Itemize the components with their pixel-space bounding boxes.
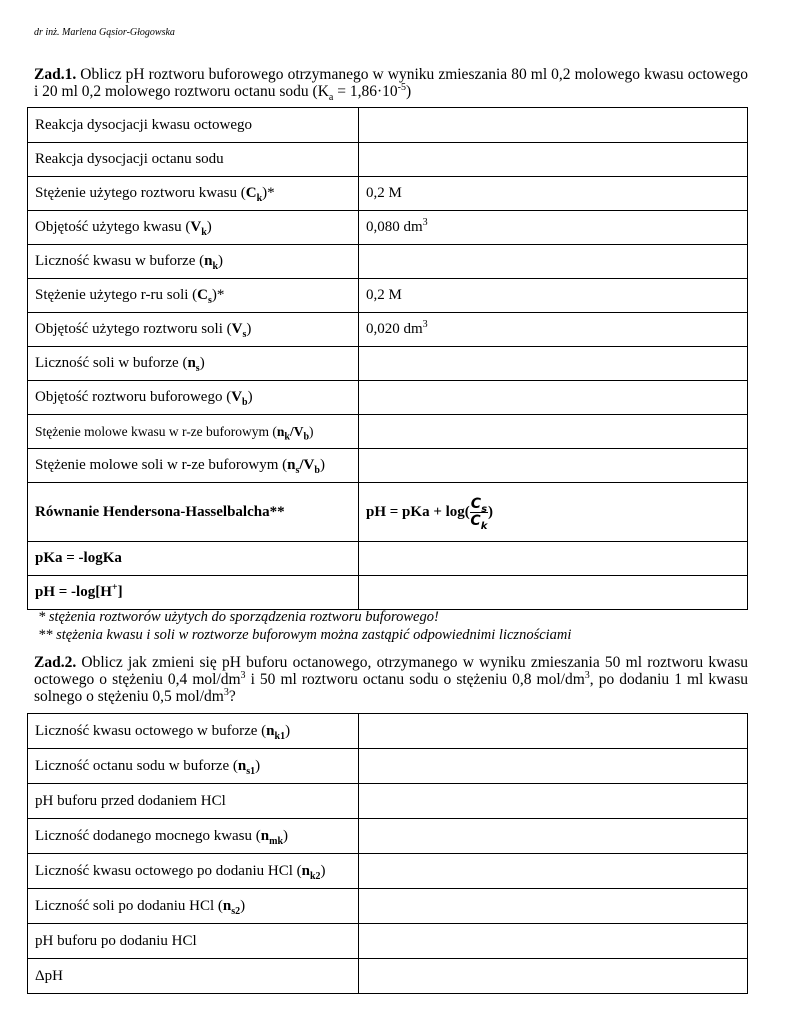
- row-label: Liczność dodanego mocnego kwasu $(n_{mk})$: [28, 819, 359, 854]
- answer-cell[interactable]: [359, 449, 748, 483]
- answer-cell[interactable]: [359, 576, 748, 610]
- table-row: [28, 483, 748, 542]
- row-label: Liczność kwasu octowego po dodaniu HCl $(n_{k2})$: [28, 854, 359, 889]
- table-row: [28, 415, 748, 449]
- row-label: Liczność soli w buforze $(n_s)$: [28, 347, 359, 381]
- answer-cell[interactable]: [359, 245, 748, 279]
- table-row: [28, 177, 748, 211]
- row-label: Objętość użytego roztworu soli $(V_s)$: [28, 313, 359, 347]
- table-row: [28, 819, 748, 854]
- row-label: Objętość roztworu buforowego $(V_b)$: [28, 381, 359, 415]
- footnote-2: ** stężenia kwasu i soli w roztworze buforowym można zastąpić odpowiednimi licznościami: [38, 627, 572, 643]
- table-row: [28, 245, 748, 279]
- answer-cell[interactable]: 0,080 $dm^3$: [359, 211, 748, 245]
- concentration-fraction: $\frac{C_s}{C_k}$: [470, 495, 488, 532]
- task1-label: Zad.1.: [34, 66, 77, 83]
- row-label: Reakcja dysocjacji kwasu octowego: [28, 108, 359, 143]
- table-row: [28, 347, 748, 381]
- answer-cell[interactable]: [359, 854, 748, 889]
- ka-subscript: a: [328, 92, 334, 104]
- answer-cell[interactable]: [359, 108, 748, 143]
- task1-close: ): [405, 83, 412, 100]
- answer-cell[interactable]: 0,2 M: [359, 279, 748, 313]
- row-label: pKa = -logKa: [28, 542, 359, 576]
- ka-value: = 1,86·10: [333, 83, 398, 100]
- row-label: Reakcja dysocjacji octanu sodu: [28, 143, 359, 177]
- task2-table-wrap: [27, 713, 749, 1001]
- answer-cell[interactable]: [359, 714, 748, 749]
- row-label: Równanie Hendersona-Hasselbalcha**: [28, 483, 359, 542]
- row-label: Stężenie molowe soli w r-ze buforowym $(n_s/V_b)$: [28, 449, 359, 483]
- answer-cell[interactable]: [359, 542, 748, 576]
- row-label: Liczność kwasu octowego w buforze $(n_{k1})$: [28, 714, 359, 749]
- row-label: Stężenie użytego roztworu kwasu $(C_k)*$: [28, 177, 359, 211]
- task2-label: Zad.2.: [34, 654, 77, 671]
- table-row: [28, 542, 748, 576]
- task1-text: Oblicz pH roztworu buforowego otrzymanego w wyniku zmieszania 80 ml 0,2 molowego kwasu octowego i 20 ml 0,2 molowego roztworu octanu sodu (K: [34, 66, 748, 100]
- row-label: Liczność soli po dodaniu HCl $(n_{s2})$: [28, 889, 359, 924]
- table-row: [28, 143, 748, 177]
- author-header: dr inż. Marlena Gąsior-Głogowska: [34, 27, 175, 38]
- answer-cell[interactable]: [359, 924, 748, 959]
- row-label: Liczność kwasu w buforze $(n_k)$: [28, 245, 359, 279]
- table-row: [28, 889, 748, 924]
- answer-cell[interactable]: [359, 143, 748, 177]
- table-row: [28, 381, 748, 415]
- hh-equation: pH = pKa + log( $\frac{C_s}{C_k}$ ): [359, 483, 748, 542]
- answer-cell[interactable]: [359, 889, 748, 924]
- task1-table: [27, 107, 748, 610]
- answer-cell[interactable]: [359, 749, 748, 784]
- row-label: Stężenie molowe kwasu w r-ze buforowym $(n_k/V_b)$: [28, 415, 359, 449]
- table-row: [28, 959, 748, 994]
- task2-table: [27, 713, 748, 994]
- task1-statement: [34, 66, 748, 104]
- footnote-1: * stężenia roztworów użytych do sporządzenia roztworu buforowego!: [38, 609, 439, 625]
- table-row: [28, 714, 748, 749]
- answer-cell[interactable]: [359, 819, 748, 854]
- table-row: [28, 279, 748, 313]
- row-label: pH = -log[H+]: [28, 576, 359, 610]
- answer-cell[interactable]: [359, 959, 748, 994]
- task2-statement: Zad.2. Oblicz jak zmieni się pH buforu octanowego, otrzymanego w wyniku zmieszania 50 ml roztworu kwasu octowego o stężeniu 0,4 mol/$dm^3$ i 50 ml roztworu octanu sodu o stężeniu 0,8 mol/$dm^3$, po dodaniu 1 ml kwasu solnego o stężeniu 0,5 mol/$dm^3$?: [34, 654, 748, 705]
- answer-cell[interactable]: [359, 415, 748, 449]
- answer-cell[interactable]: [359, 784, 748, 819]
- answer-cell[interactable]: [359, 381, 748, 415]
- table-row: [28, 924, 748, 959]
- table-row: [28, 784, 748, 819]
- row-label: pH buforu przed dodaniem HCl: [28, 784, 359, 819]
- table-row: [28, 449, 748, 483]
- table-row: [28, 211, 748, 245]
- ka-exponent: -5: [397, 81, 406, 93]
- row-label: pH buforu po dodaniu HCl: [28, 924, 359, 959]
- table-row: [28, 749, 748, 784]
- table-row: [28, 313, 748, 347]
- table-row: [28, 854, 748, 889]
- answer-cell[interactable]: 0,2 M: [359, 177, 748, 211]
- answer-cell[interactable]: 0,020 $dm^3$: [359, 313, 748, 347]
- row-label: Objętość użytego kwasu $(V_k)$: [28, 211, 359, 245]
- table-row: [28, 108, 748, 143]
- row-label: Liczność octanu sodu w buforze $(n_{s1})$: [28, 749, 359, 784]
- row-label: ΔpH: [28, 959, 359, 994]
- row-label: Stężenie użytego r-ru soli $(C_s)*$: [28, 279, 359, 313]
- table-row: [28, 576, 748, 610]
- answer-cell[interactable]: [359, 347, 748, 381]
